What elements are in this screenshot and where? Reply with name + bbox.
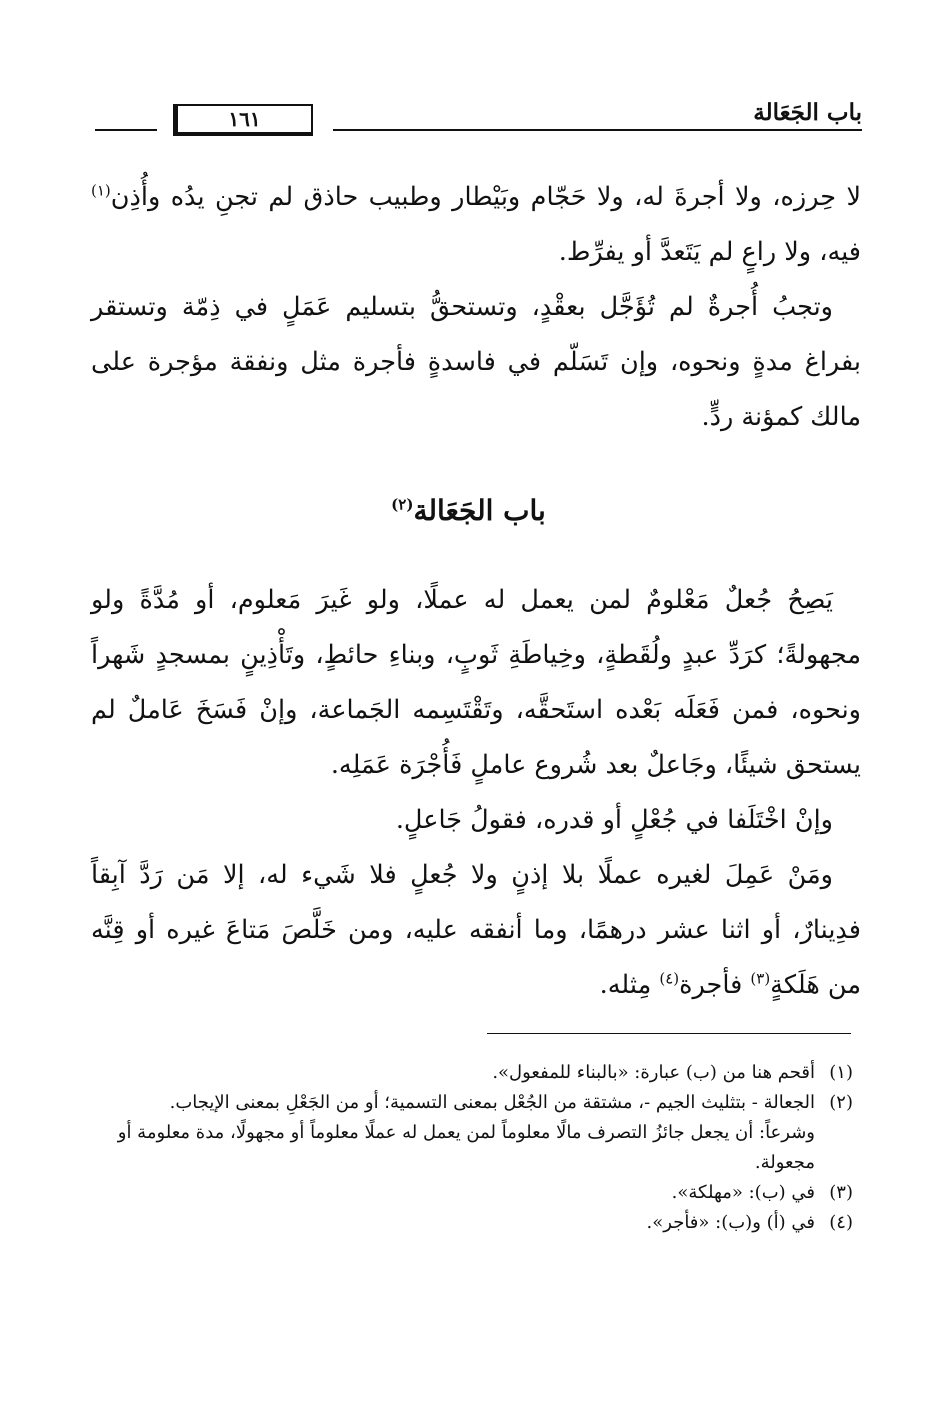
section-paragraph-2: وإنْ اخْتَلَفا في جُعْلٍ أو قدره، فقولُ جَاعلٍ. xyxy=(395,805,833,835)
intro-text xyxy=(91,170,861,445)
footnote-ref-4: (٤) xyxy=(659,969,680,988)
section-paragraph-3-text: ومَنْ عَمِلَ لغيره عملًا بلا إذنٍ ولا جُعلٍ فلا شَيء له، إلا مَن رَدَّ آبِقاً فدِينارٌ، أو اثنا عشر درهمًا، وما أنفقه عليه، ومن خَلَّصَ مَتاعَ غيره أو قِنَّه من هَلَكةٍ xyxy=(91,860,861,1000)
section-heading xyxy=(0,486,937,536)
footnote-2-continued: وشرعاً: أن يجعل جائزُ التصرف مالًا معلوماً لمن يعمل له عملًا معلوماً أو مجهولًا، مدة معلومة أو مجعولة. xyxy=(117,1122,815,1173)
footnote-4 xyxy=(83,1208,853,1238)
footnote-number: (٢) xyxy=(829,1092,853,1113)
footnote-ref-3: (٣) xyxy=(750,969,771,988)
page-number: ١٦١ xyxy=(173,104,313,136)
footnote-text: في (أ) و(ب): «فأجر». xyxy=(646,1212,815,1233)
intro-paragraph-1 xyxy=(91,170,861,280)
section-heading-text: باب الجَعَالة xyxy=(413,494,546,527)
intro-paragraph-1-tail: فيه، ولا راعٍ لم يَتَعدَّ أو يفرِّط. xyxy=(558,237,861,267)
section-paragraph-3-tail: مِثله. xyxy=(599,970,660,1000)
footnote-text: في (ب): «مهلكة». xyxy=(671,1182,815,1203)
intro-paragraph-2: وتجبُ أُجرةٌ لم تُؤَجَّل بعقْدٍ، وتستحقُّ بتسليم عَمَلٍ في ذِمّة وتستقر بفراغ مدةٍ ونحوه، وإن تَسَلّم في فاسدةٍ فأجرة مثل ونفقة مؤجرة على مالك كمؤنة ردٍّ. xyxy=(91,292,861,432)
footnote-text: الجعالة - بتثليث الجيم -، مشتقة من الجُعْل بمعنى التسمية؛ أو من الجَعْلِ بمعنى الإيجاب. xyxy=(169,1092,815,1113)
footnote-3 xyxy=(83,1178,853,1208)
footnote-number: (٤) xyxy=(829,1212,853,1233)
section-body xyxy=(91,573,861,1013)
running-title: باب الجَعَالة xyxy=(753,99,862,126)
page-header xyxy=(95,96,862,146)
intro-paragraph-1-text: لا حِرزه، ولا أجرةَ له، ولا حَجّام وبَيْطار وطبيب حاذق لم تجنِ يدُه وأُذِن xyxy=(110,182,861,212)
footnote-ref-2: (٢) xyxy=(391,495,414,514)
footnote-number: (٣) xyxy=(829,1182,853,1203)
footnote-text: أقحم هنا من (ب) عبارة: «بالبناء للمفعول». xyxy=(492,1062,815,1083)
footnote-ref-1: (١) xyxy=(91,181,111,200)
header-rule xyxy=(333,129,862,131)
footnotes xyxy=(83,1058,853,1238)
section-paragraph-3-mid: فأجرة xyxy=(679,970,751,1000)
section-paragraph-3 xyxy=(91,848,861,1013)
section-paragraph-1: يَصِحُ جُعلٌ مَعْلومٌ لمن يعمل له عملًا، ولو غَيرَ مَعلوم، أو مُدَّةً ولو مجهولةً؛ كرَدِّ عبدٍ ولُقَطةٍ، وخِياطَةِ ثَوبٍ، وبناءِ حائطٍ، وتَأْذِينٍ بمسجدٍ شَهراً ونحوه، فمن فَعَلَه بَعْده استَحقَّه، وتَقْتَسِمه الجَماعة، وإنْ فَسَخَ عَاملٌ لم يستحق شيئًا، وجَاعلٌ بعد شُروع عاملٍ فَأُجْرَة عَمَلِه. xyxy=(91,585,861,780)
footnote-2 xyxy=(83,1088,853,1118)
footnote-number: (١) xyxy=(829,1062,853,1083)
header-rule-short xyxy=(95,129,157,131)
footnote-1 xyxy=(83,1058,853,1088)
footnote-separator xyxy=(487,1033,851,1034)
